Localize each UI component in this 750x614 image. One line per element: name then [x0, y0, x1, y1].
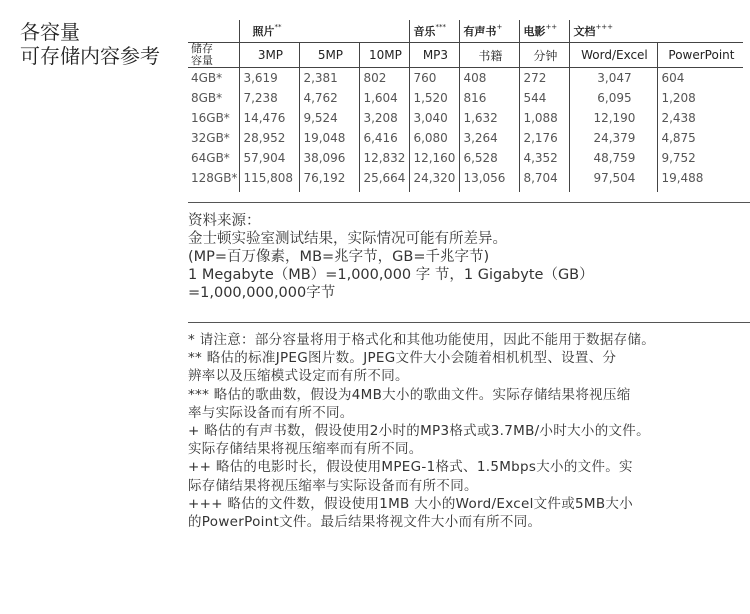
footnote-line: +++ 略估的文件数，假设使用1MB 大小的Word/Excel文件或5MB大小	[188, 495, 634, 512]
value-cell: 272	[520, 68, 570, 89]
value-cell: 3,619	[240, 68, 300, 89]
value-cell: 48,759	[570, 148, 658, 168]
group-header-audiobooks: 有声书+	[460, 20, 520, 43]
col-header: PowerPoint	[658, 43, 744, 68]
source-line: 资料来源：	[188, 213, 261, 229]
col-header: 10MP	[360, 43, 410, 68]
divider	[188, 322, 750, 323]
footnote-line: * 请注意：部分容量将用于格式化和其他功能使用，因此不能用于数据存储。	[188, 332, 656, 348]
value-cell: 2,438	[658, 108, 744, 128]
capacity-cell: 128GB*	[191, 171, 238, 185]
table-row	[188, 168, 743, 192]
value-cell: 6,080	[410, 128, 460, 148]
value-cell: 57,904	[240, 148, 300, 168]
value-cell: 28,952	[240, 128, 300, 148]
group-header-music: 音乐***	[410, 20, 460, 43]
value-cell: 2,176	[520, 128, 570, 148]
table-row	[188, 128, 743, 148]
value-cell: 1,208	[658, 88, 744, 108]
value-cell: 7,238	[240, 88, 300, 108]
capacity-cell: 4GB*	[191, 71, 223, 85]
value-cell: 408	[460, 68, 520, 89]
footnote-line: 实际存储结果将视压缩率而有所不同。	[188, 441, 423, 458]
capacity-cell: 32GB*	[191, 131, 230, 145]
col-header: 3MP	[240, 43, 300, 68]
value-cell: 802	[360, 68, 410, 89]
col-header: Word/Excel	[570, 43, 658, 68]
source-line: 金士顿实验室测试结果，实际情况可能有所差异。	[188, 231, 507, 247]
value-cell: 97,504	[570, 168, 658, 192]
value-cell: 1,604	[360, 88, 410, 108]
table-row	[188, 108, 743, 128]
value-cell: 115,808	[240, 168, 300, 192]
footnote-line: ++ 略估的电影时长，假设使用MPEG-1格式、1.5Mbps大小的文件。实	[188, 459, 633, 476]
value-cell: 1,520	[410, 88, 460, 108]
col-header: 书籍	[460, 43, 520, 68]
value-cell: 24,320	[410, 168, 460, 192]
value-cell: 760	[410, 68, 460, 89]
value-cell: 2,381	[300, 68, 360, 89]
group-header-movies: 电影++	[520, 20, 570, 43]
side-title-line: 各容量	[20, 20, 80, 44]
footnote-line: ** 略估的标准JPEG图片数。JPEG文件大小会随着相机机型、设置、分	[188, 350, 617, 367]
value-cell: 19,488	[658, 168, 744, 192]
value-cell: 816	[460, 88, 520, 108]
side-title-line: 可存储内容参考	[20, 44, 160, 68]
value-cell: 14,476	[240, 108, 300, 128]
column-header-row	[188, 43, 743, 68]
col-header: MP3	[410, 43, 460, 68]
value-cell: 24,379	[570, 128, 658, 148]
value-cell: 13,056	[460, 168, 520, 192]
col-header: 5MP	[300, 43, 360, 68]
footnote-line: 辨率以及压缩模式设定而有所不同。	[188, 368, 409, 385]
value-cell: 3,264	[460, 128, 520, 148]
value-cell: 9,752	[658, 148, 744, 168]
source-block	[188, 212, 594, 302]
value-cell: 3,040	[410, 108, 460, 128]
table-row	[188, 148, 743, 168]
side-title	[20, 20, 160, 68]
row-header-capacity: 储存容量	[188, 43, 240, 68]
value-cell: 1,088	[520, 108, 570, 128]
footnote-line: 的PowerPoint文件。最后结果将视文件大小而有所不同。	[188, 514, 542, 531]
capacity-table	[188, 20, 743, 192]
footnote-line: 际存储结果将视压缩率与实际设备而有所不同。	[188, 477, 478, 494]
footnote-line: + 略估的有声书数，假设使用2小时的MP3格式或3.7MB/小时大小的文件。	[188, 423, 650, 440]
capacity-cell: 16GB*	[191, 111, 230, 125]
value-cell: 3,047	[570, 68, 658, 89]
blank-cell	[188, 20, 240, 43]
value-cell: 4,762	[300, 88, 360, 108]
value-cell: 3,208	[360, 108, 410, 128]
footnote-line: 率与实际设备而有所不同。	[188, 404, 354, 421]
value-cell: 544	[520, 88, 570, 108]
value-cell: 9,524	[300, 108, 360, 128]
capacity-cell: 64GB*	[191, 151, 230, 165]
value-cell: 12,190	[570, 108, 658, 128]
divider	[188, 202, 750, 203]
value-cell: 4,352	[520, 148, 570, 168]
group-header-documents: 文档+++	[570, 20, 744, 43]
footnote-line: *** 略估的歌曲数，假设为4MB大小的歌曲文件。实际存储结果将视压缩	[188, 386, 631, 403]
value-cell: 38,096	[300, 148, 360, 168]
table-row	[188, 88, 743, 108]
group-header-photos: 照片**	[240, 20, 410, 43]
value-cell: 19,048	[300, 128, 360, 148]
source-line: =1,000,000,000字节	[188, 285, 336, 301]
value-cell: 1,632	[460, 108, 520, 128]
source-line: 1 Megabyte（MB）=1,000,000 字 节，1 Gigabyte（GB）	[188, 267, 594, 283]
value-cell: 4,875	[658, 128, 744, 148]
capacity-cell: 8GB*	[191, 91, 223, 105]
footnotes-block	[188, 331, 748, 531]
col-header: 分钟	[520, 43, 570, 68]
value-cell: 25,664	[360, 168, 410, 192]
value-cell: 8,704	[520, 168, 570, 192]
group-header-row	[188, 20, 743, 43]
value-cell: 6,528	[460, 148, 520, 168]
value-cell: 12,160	[410, 148, 460, 168]
value-cell: 12,832	[360, 148, 410, 168]
value-cell: 76,192	[300, 168, 360, 192]
value-cell: 604	[658, 68, 744, 89]
source-line: (MP=百万像素，MB=兆字节，GB=千兆字节)	[188, 249, 490, 265]
table-row	[188, 68, 743, 89]
value-cell: 6,095	[570, 88, 658, 108]
value-cell: 6,416	[360, 128, 410, 148]
